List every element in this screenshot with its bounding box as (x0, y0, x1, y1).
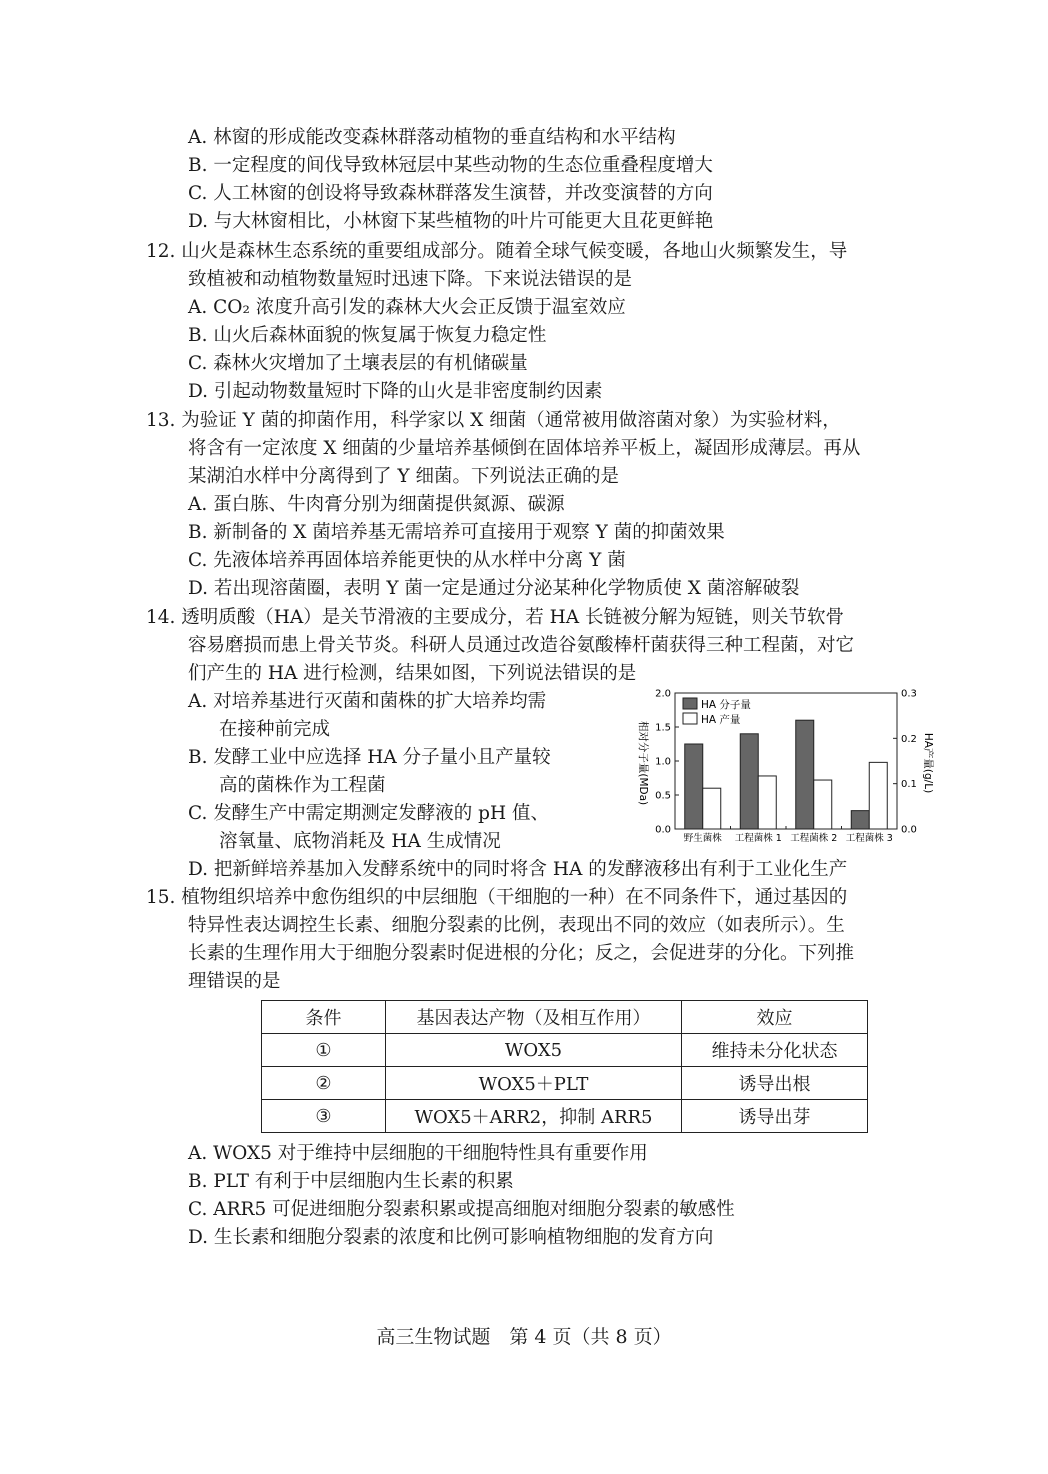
bar-ha-yield (758, 776, 776, 829)
table-cell: WOX5 (386, 1034, 682, 1067)
table-row (262, 1100, 868, 1133)
table-cell: 诱导出根 (682, 1067, 868, 1100)
q15-table (261, 1000, 868, 1133)
q15-stem-line2: 特异性表达调控生长素、细胞分裂素的比例，表现出不同的效应（如表所示）。生 (188, 915, 845, 936)
bar-ha-yield (703, 788, 721, 829)
q12-stem-line1: 12. 山火是森林生态系统的重要组成部分。随着全球气候变暖，各地山火频繁发生，导 (146, 241, 848, 262)
q13-option-b: B. 新制备的 X 菌培养基无需培养可直接用于观察 Y 菌的抑菌效果 (188, 522, 725, 543)
q12-option-d: D. 引起动物数量短时下降的山火是非密度制约因素 (188, 381, 603, 402)
q14-option-b-line1: B. 发酵工业中应选择 HA 分子量小且产量较 (188, 747, 551, 768)
bar-ha-molecular-weight (740, 734, 758, 829)
table-header-cell: 基因表达产物（及相互作用） (386, 1001, 682, 1034)
q15-option-a: A. WOX5 对于维持中层细胞的干细胞特性具有重要作用 (188, 1143, 648, 1164)
table-cell: ② (262, 1067, 386, 1100)
q14-option-c-line2: 溶氧量、底物消耗及 HA 生成情况 (219, 831, 501, 852)
bar-ha-molecular-weight (796, 720, 814, 829)
q14-stem-line1: 14. 透明质酸（HA）是关节滑液的主要成分，若 HA 长链被分解为短链，则关节软骨 (146, 607, 845, 628)
q13-option-a: A. 蛋白胨、牛肉膏分别为细菌提供氮源、碳源 (188, 494, 565, 515)
q12-option-a: A. CO₂ 浓度升高引发的森林大火会正反馈于温室效应 (188, 297, 626, 318)
table-row (262, 1034, 868, 1067)
q15-option-c: C. ARR5 可促进细胞分裂素积累或提高细胞对细胞分裂素的敏感性 (188, 1199, 735, 1220)
y-axis-right-label: HA产量(g/L) (922, 732, 934, 794)
y-left-tick-label: 2.0 (655, 688, 671, 700)
q12-option-c: C. 森林火灾增加了土壤表层的有机储碳量 (188, 353, 528, 374)
table-header-row (262, 1001, 868, 1034)
q15-stem-line4: 理错误的是 (188, 971, 281, 992)
page-footer: 高三生物试题 第 4 页（共 8 页） (376, 1326, 672, 1348)
q15-option-b: B. PLT 有利于中层细胞内生长素的积累 (188, 1171, 514, 1192)
q11-option-a: A. 林窗的形成能改变森林群落动植物的垂直结构和水平结构 (188, 127, 676, 148)
bar-ha-yield (814, 780, 832, 829)
table-cell: ③ (262, 1100, 386, 1133)
x-tick-label: 工程菌株 1 (734, 833, 782, 844)
q11-option-b: B. 一定程度的间伐导致林冠层中某些动物的生态位重叠程度增大 (188, 155, 713, 176)
y-left-tick-label: 0.0 (655, 824, 671, 836)
q13-option-d: D. 若出现溶菌圈，表明 Y 菌一定是通过分泌某种化学物质使 X 菌溶解破裂 (188, 578, 800, 599)
bar-ha-molecular-weight (685, 744, 703, 829)
bar-ha-molecular-weight (851, 811, 869, 829)
q15-stem-line3: 长素的生理作用大于细胞分裂素时促进根的分化；反之，会促进芽的分化。下列推 (188, 943, 855, 964)
q13-stem-line2: 将含有一定浓度 X 细菌的少量培养基倾倒在固体培养平板上，凝固形成薄层。再从 (188, 438, 861, 459)
q14-option-a-line2: 在接种前完成 (219, 719, 331, 740)
table-header-cell: 效应 (682, 1001, 868, 1034)
table-cell: ① (262, 1034, 386, 1067)
y-axis-left-label: 相对分子量(MDa) (637, 720, 649, 806)
legend-label-yield: HA 产量 (701, 714, 741, 726)
q14-stem-line3: 们产生的 HA 进行检测，结果如图，下列说法错误的是 (188, 663, 637, 684)
table-cell: WOX5＋ARR2，抑制 ARR5 (386, 1100, 682, 1133)
x-tick-label: 工程菌株 2 (790, 833, 838, 844)
y-right-tick-label: 0.1 (901, 779, 917, 791)
y-left-tick-label: 1.0 (655, 756, 671, 768)
legend-label-mw: HA 分子量 (701, 699, 751, 711)
q14-option-a-line1: A. 对培养基进行灭菌和菌株的扩大培养均需 (188, 691, 547, 712)
table-row (262, 1067, 868, 1100)
q13-option-c: C. 先液体培养再固体培养能更快的从水样中分离 Y 菌 (188, 550, 626, 571)
q11-option-c: C. 人工林窗的创设将导致森林群落发生演替，并改变演替的方向 (188, 183, 713, 204)
q11-option-d: D. 与大林窗相比，小林窗下某些植物的叶片可能更大且花更鲜艳 (188, 211, 714, 232)
q13-stem-line1: 13. 为验证 Y 菌的抑菌作用，科学家以 X 细菌（通常被用做溶菌对象）为实验材料， (146, 410, 841, 431)
ha-bar-chart (632, 688, 932, 848)
legend-swatch-yield (683, 713, 697, 724)
y-left-tick-label: 0.5 (655, 790, 671, 802)
q14-option-d: D. 把新鲜培养基加入发酵系统中的同时将含 HA 的发酵液移出有利于工业化生产 (188, 859, 848, 880)
y-left-tick-label: 1.5 (655, 722, 671, 734)
y-right-tick-label: 0.3 (901, 688, 917, 700)
q14-option-b-line2: 高的菌株作为工程菌 (219, 775, 386, 796)
q12-stem-line2: 致植被和动植物数量短时迅速下降。下来说法错误的是 (188, 269, 633, 290)
q13-stem-line3: 某湖泊水样中分离得到了 Y 细菌。下列说法正确的是 (188, 466, 619, 487)
table-header-cell: 条件 (262, 1001, 386, 1034)
legend-swatch-mw (683, 698, 697, 709)
q12-option-b: B. 山火后森林面貌的恢复属于恢复力稳定性 (188, 325, 547, 346)
y-right-tick-label: 0.0 (901, 824, 917, 836)
table-cell: 诱导出芽 (682, 1100, 868, 1133)
q14-option-c-line1: C. 发酵生产中需定期测定发酵液的 pH 值、 (188, 803, 549, 824)
table-cell: 维持未分化状态 (682, 1034, 868, 1067)
bar-ha-yield (869, 762, 887, 829)
x-tick-label: 工程菌株 3 (845, 833, 893, 844)
x-tick-label: 野生菌株 (683, 833, 722, 844)
q15-option-d: D. 生长素和细胞分裂素的浓度和比例可影响植物细胞的发育方向 (188, 1227, 714, 1248)
table-cell: WOX5＋PLT (386, 1067, 682, 1100)
q14-stem-line2: 容易磨损而患上骨关节炎。科研人员通过改造谷氨酸棒杆菌获得三种工程菌，对它 (188, 635, 855, 656)
y-right-tick-label: 0.2 (901, 733, 917, 745)
q15-stem-line1: 15. 植物组织培养中愈伤组织的中层细胞（干细胞的一种）在不同条件下，通过基因的 (146, 887, 848, 908)
